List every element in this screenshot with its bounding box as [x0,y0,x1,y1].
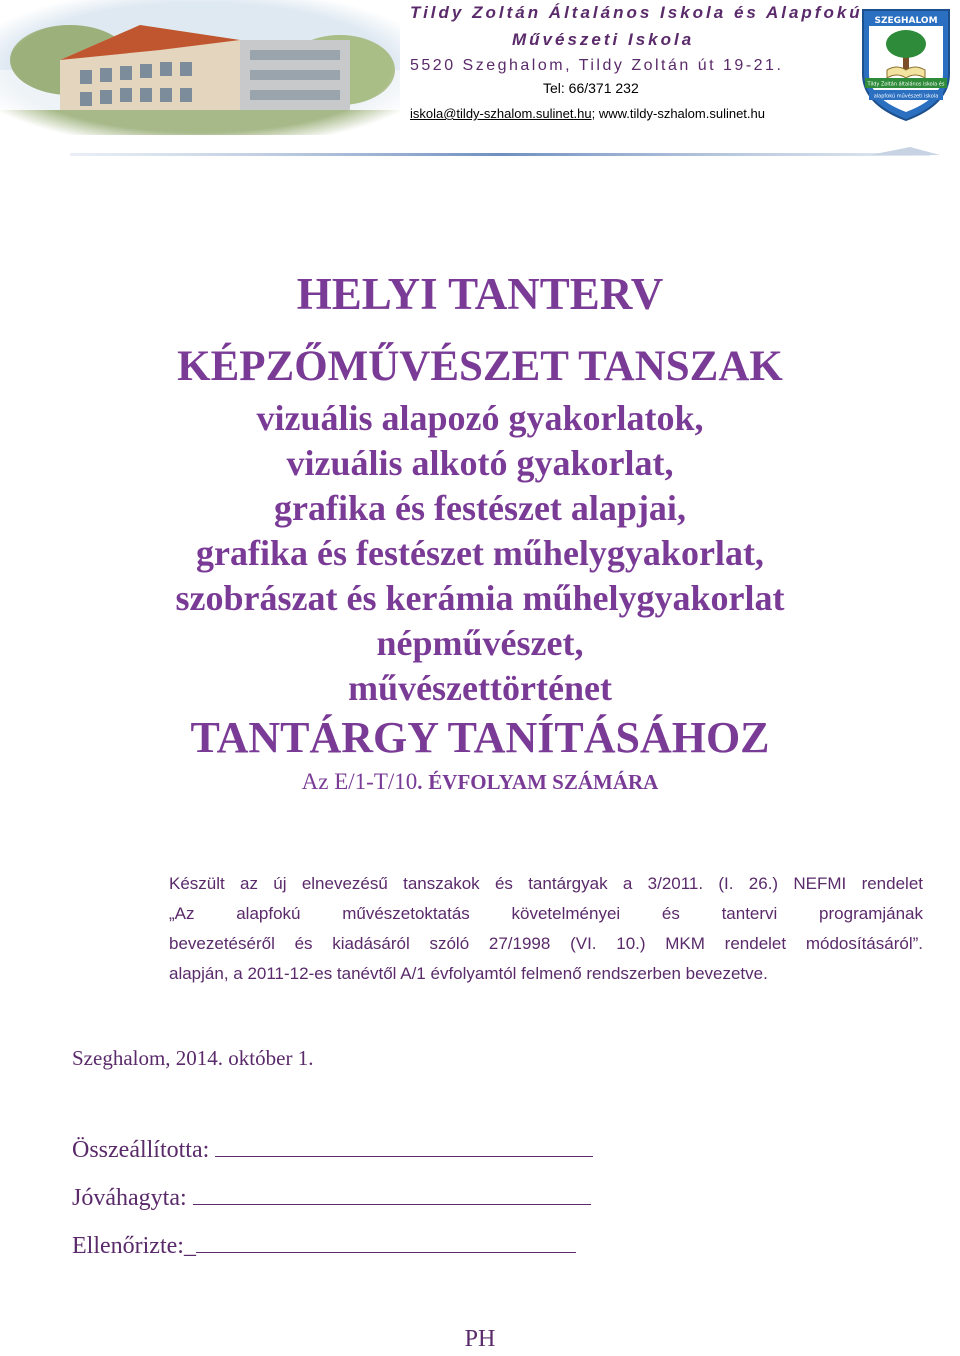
subject-line: grafika és festészet műhelygyakorlat, [196,533,764,573]
approved-label: Jóváhagyta: [72,1185,187,1211]
subject-line: népművészet, [376,623,584,663]
place-and-date: Szeghalom, 2014. október 1. [72,1046,314,1070]
stamp-place-ph: PH [464,1326,496,1352]
logo-band-text2: alapfokú művészeti iskola [873,93,939,100]
grade-suffix: ÉVFOLYAM SZÁMÁRA [428,770,659,794]
email-link[interactable]: iskola@tildy-szhalom.sulinet.hu [410,106,592,121]
logo-band-text1: Tildy Zoltán általános iskola és [867,81,945,88]
subject-line: művészettörténet [348,668,612,708]
header-divider [70,147,940,165]
school-phone: Tel: 66/371 232 [543,80,639,96]
description-line: alapján, a 2011-12-es tanévtől A/1 évfolyamtól felmenő rendszerben bevezetve. [169,964,768,983]
grade-title [0,769,960,795]
subject-teaching-title: TANTÁRGY TANÍTÁSÁHOZ [190,713,770,762]
description-line: „Az alapfokú művészetoktatás követelményei és tantervi programjának [169,904,923,923]
signature-approved [72,1184,591,1212]
checked-signature-line [196,1232,576,1253]
website-text: www.tildy-szhalom.sulinet.hu [598,106,765,121]
subject-line: vizuális alkotó gyakorlat, [286,443,674,483]
school-building-image [0,0,400,135]
school-crest-logo [857,4,955,124]
legal-description [169,869,923,989]
school-name-line1: Tildy Zoltán Általános Iskola és Alapfokú [410,3,863,22]
description-line: Készült az új elnevezésű tanszakok és tantárgyak a 3/2011. (I. 26.) NEFMI rendelet [169,874,923,893]
grade-dot: . [417,770,423,794]
school-address: 5520 Szeghalom, Tildy Zoltán út 19-21. [410,57,784,74]
document-title: HELYI TANTERV [296,269,664,319]
school-contacts [410,106,765,121]
subject-line: grafika és festészet alapjai, [274,488,686,528]
logo-top-text: SZEGHALOM [874,16,938,26]
approved-signature-line [193,1184,591,1205]
signature-checked [72,1232,576,1260]
subject-line: szobrászat és kerámia műhelygyakorlat [175,578,785,618]
grade-prefix: Az E/1-T/10 [301,769,418,794]
description-line: bevezetéséről és kiadásáról szóló 27/1998 (VI. 10.) MKM rendelet módosításáról”. [169,934,923,953]
contact-separator: ; [591,106,596,121]
subject-line: vizuális alapozó gyakorlatok, [256,398,704,438]
school-name-line2: Művészeti Iskola [512,30,695,49]
checked-prefix: _ [183,1233,196,1259]
compiled-label: Összeállította: [72,1137,210,1163]
checked-label: Ellenőrizte: [72,1233,184,1259]
signature-compiled [72,1136,593,1164]
department-title: KÉPZŐMŰVÉSZET TANSZAK [177,343,783,390]
compiled-signature-line [215,1136,593,1157]
